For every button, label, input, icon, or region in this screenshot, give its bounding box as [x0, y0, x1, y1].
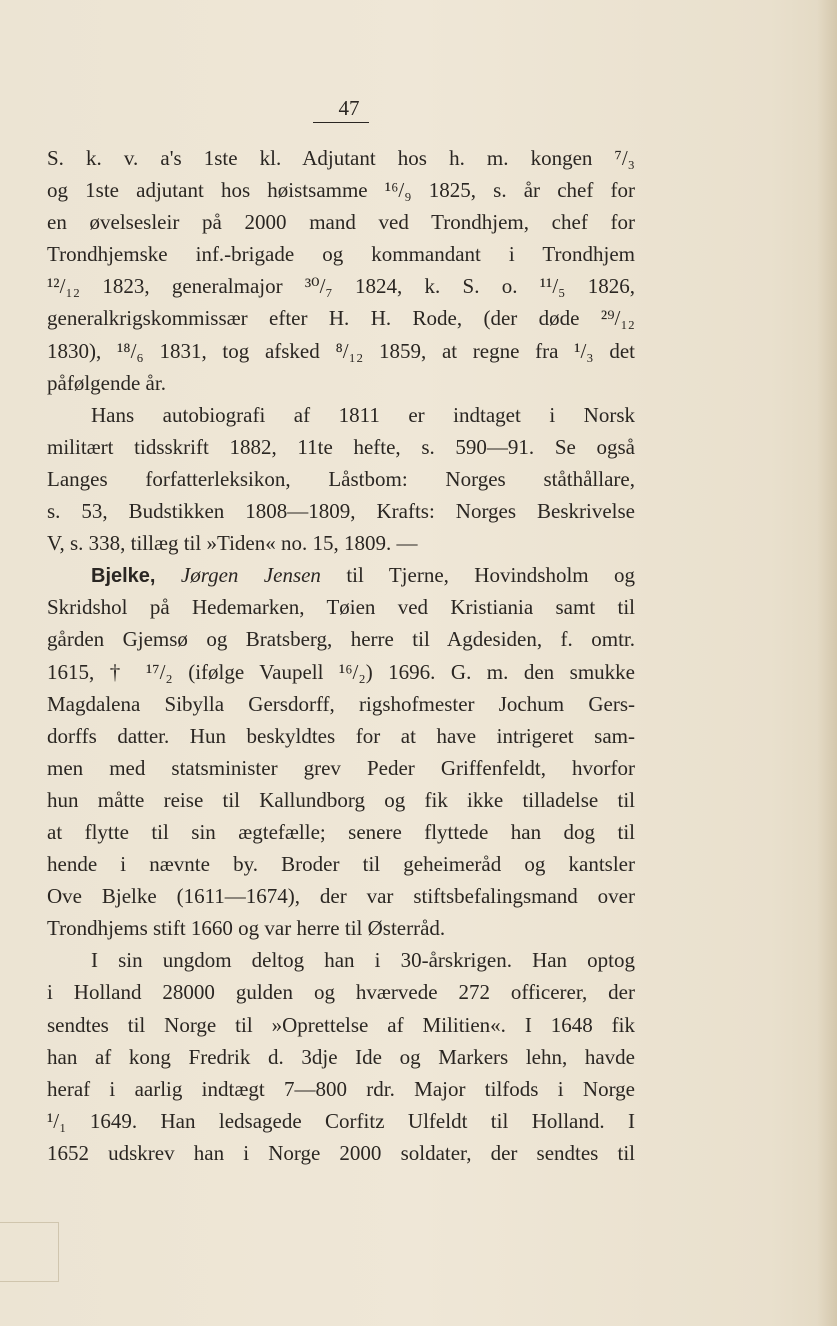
text-line: Trondhjemske inf.-brigade og kommandant i Trondhjem	[47, 242, 635, 267]
text-line: Hans autobiografi af 1811 er indtaget i Norsk	[91, 402, 635, 427]
text-line: heraf i aarlig indtægt 7—800 rdr. Major tilfods i Norge	[47, 1076, 635, 1101]
text-line: ¹²/₁₂ 1823, generalmajor ³⁰/₇ 1824, k. S. o. ¹¹/₅ 1826,	[47, 274, 635, 299]
text-line: i Holland 28000 gulden og hværvede 272 officerer, der	[47, 980, 635, 1005]
text-line: militært tidsskrift 1882, 11te hefte, s. 590—91. Se også	[47, 434, 635, 459]
entry-heading-line	[47, 559, 635, 591]
text-line: I sin ungdom deltog han i 30-årskrigen. Han optog	[91, 948, 635, 973]
page-edge-shadow	[817, 0, 837, 1326]
text-line: 1615, † ¹⁷/₂ (ifølge Vaupell ¹⁶/₂) 1696. G. m. den smukke	[47, 659, 635, 684]
page-number-underline	[313, 122, 369, 123]
text-line: V, s. 338, tillæg til »Tiden« no. 15, 1809. —	[47, 531, 418, 556]
text-line: Skridshol på Hedemarken, Tøien ved Kristiania samt til	[47, 595, 635, 620]
body-text	[47, 142, 635, 1169]
text-line: gården Gjemsø og Bratsberg, herre til Agdesiden, f. omtr.	[47, 627, 635, 652]
entry-headword: Bjelke,	[91, 565, 156, 588]
text-line: påfølgende år.	[47, 370, 166, 395]
text-line: ¹/₁ 1649. Han ledsagede Corfitz Ulfeldt til Holland. I	[47, 1108, 635, 1133]
text-line: sendtes til Norge til »Oprettelse af Militien«. I 1648 fik	[47, 1012, 635, 1037]
text-line: Trondhjems stift 1660 og var herre til Østerråd.	[47, 916, 446, 941]
text-line: dorffs datter. Hun beskyldtes for at have intrigeret sam-	[47, 723, 635, 748]
text-line: men med statsminister grev Peder Griffenfeldt, hvorfor	[47, 755, 635, 780]
entry-heading-rest: til Tjerne, Hovindsholm og	[346, 563, 636, 588]
entry-name: Jørgen Jensen	[180, 563, 321, 588]
text-line: at flytte til sin ægtefælle; senere flyttede han dog til	[47, 819, 635, 844]
page-corner-mark	[0, 1222, 59, 1282]
text-line: Magdalena Sibylla Gersdorff, rigshofmester Jochum Gers-	[47, 691, 635, 716]
text-line: han af kong Fredrik d. 3dje Ide og Markers lehn, havde	[47, 1044, 635, 1069]
text-line: Langes forfatterleksikon, Låstbom: Norges ståthållare,	[47, 466, 635, 491]
text-line: 1652 udskrev han i Norge 2000 soldater, der sendtes til	[47, 1140, 635, 1165]
text-line: Ove Bjelke (1611—1674), der var stiftsbefalingsmand over	[47, 884, 635, 909]
text-line: 1830), ¹⁸/₆ 1831, tog afsked ⁸/₁₂ 1859, at regne fra ¹/₃ det	[47, 338, 635, 363]
text-line: hende i nævnte by. Broder til geheimeråd og kantsler	[47, 852, 635, 877]
text-line: en øvelsesleir på 2000 mand ved Trondhjem, chef for	[47, 210, 635, 235]
text-line: hun måtte reise til Kallundborg og fik ikke tilladelse til	[47, 787, 635, 812]
page-number: 47	[338, 96, 360, 120]
text-line: s. 53, Budstikken 1808—1809, Krafts: Norges Beskrivelse	[47, 499, 635, 524]
text-line: generalkrigskommissær efter H. H. Rode, (der døde ²⁹/₁₂	[47, 306, 635, 331]
text-line: og 1ste adjutant hos høistsamme ¹⁶/₉ 1825, s. år chef for	[47, 178, 635, 203]
text-line: S. k. v. a's 1ste kl. Adjutant hos h. m. kongen ⁷/₃	[47, 146, 635, 170]
